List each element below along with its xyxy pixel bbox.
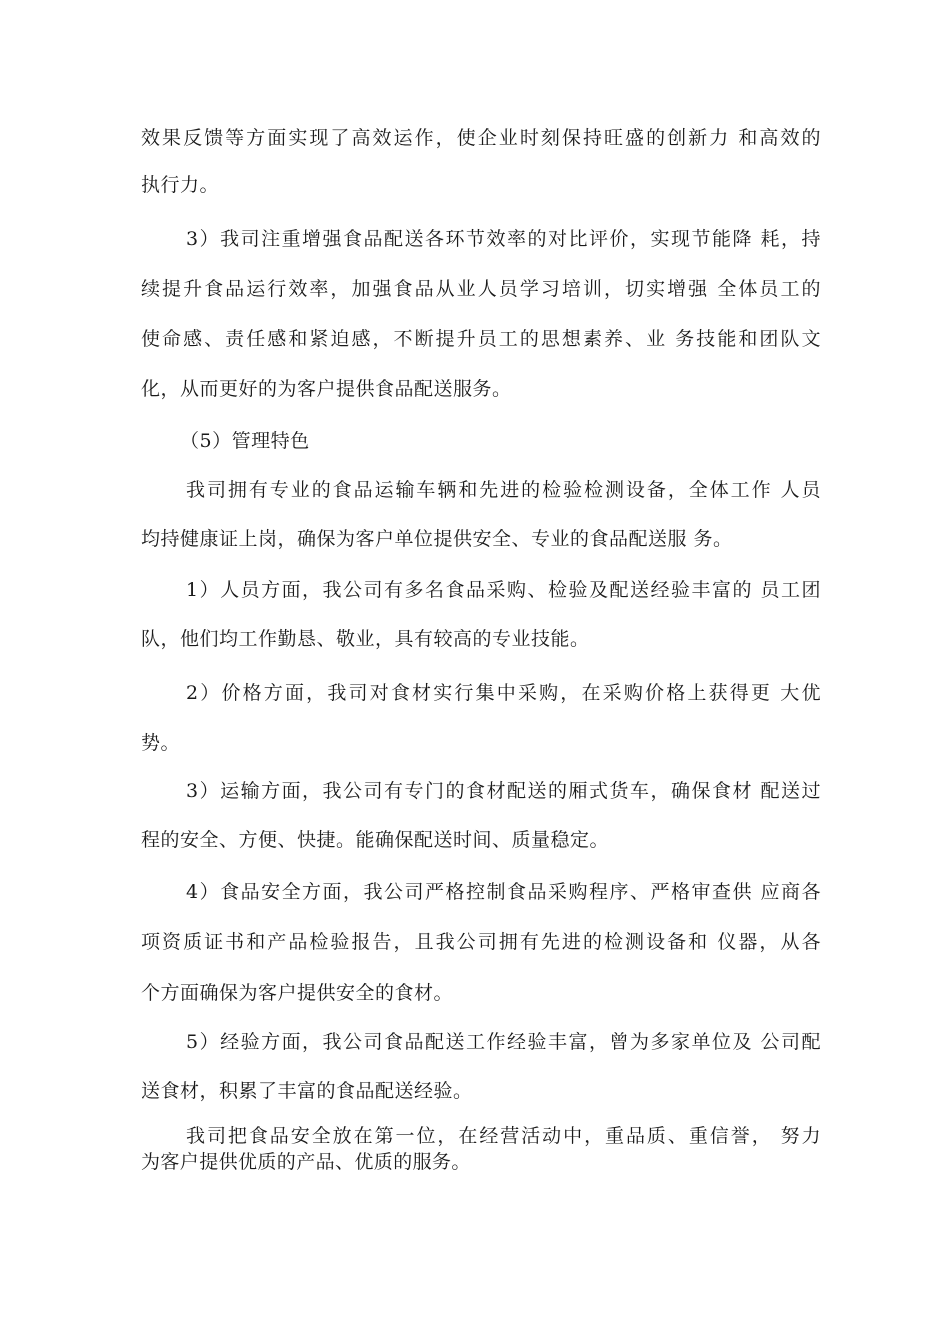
paragraph-line: 2）价格方面，我司对食材实行集中采购，在采购价格上获得更 大优: [186, 682, 821, 704]
paragraph-line: 使命感、责任感和紧迫感，不断提升员工的思想素养、业 务技能和团队文: [141, 328, 821, 350]
paragraph-line: 均持健康证上岗，确保为客户单位提供安全、专业的食品配送服 务。: [141, 528, 733, 550]
paragraph-line: 3）运输方面，我公司有专门的食材配送的厢式货车，确保食材 配送过: [186, 780, 821, 802]
paragraph-line: 化，从而更好的为客户提供食品配送服务。: [141, 378, 512, 400]
paragraph-line: 送食材，积累了丰富的食品配送经验。: [141, 1080, 473, 1102]
paragraph-line: 队，他们均工作勤恳、敬业，具有较高的专业技能。: [141, 628, 590, 650]
paragraph-line: 个方面确保为客户提供安全的食材。: [141, 982, 454, 1004]
paragraph-line: 项资质证书和产品检验报告，且我公司拥有先进的检测设备和 仪器，从各: [141, 931, 821, 953]
paragraph-line: 势。: [141, 732, 181, 754]
paragraph-line: 程的安全、方便、快捷。能确保配送时间、质量稳定。: [141, 829, 610, 851]
paragraph-line: 5）经验方面，我公司食品配送工作经验丰富，曾为多家单位及 公司配: [186, 1031, 821, 1053]
paragraph-line: 我司拥有专业的食品运输车辆和先进的检验检测设备，全体工作 人员: [186, 479, 821, 501]
paragraph-line: 执行力。: [141, 174, 220, 196]
paragraph-line: 效果反馈等方面实现了高效运作，使企业时刻保持旺盛的创新力 和高效的: [141, 127, 821, 149]
paragraph-line: 3）我司注重增强食品配送各环节效率的对比评价，实现节能降 耗，持: [186, 228, 821, 250]
paragraph-line: 1）人员方面，我公司有多名食品采购、检验及配送经验丰富的 员工团: [186, 579, 821, 601]
paragraph-line: 为客户提供优质的产品、优质的服务。: [141, 1151, 471, 1173]
paragraph-line: 续提升食品运行效率，加强食品从业人员学习培训，切实增强 全体员工的: [141, 278, 821, 300]
paragraph-line: 我司把食品安全放在第一位，在经营活动中，重品质、重信誉， 努力: [186, 1125, 821, 1147]
section-heading: （5）管理特色: [180, 430, 310, 452]
paragraph-line: 4）食品安全方面，我公司严格控制食品采购程序、严格审查供 应商各: [186, 881, 821, 903]
